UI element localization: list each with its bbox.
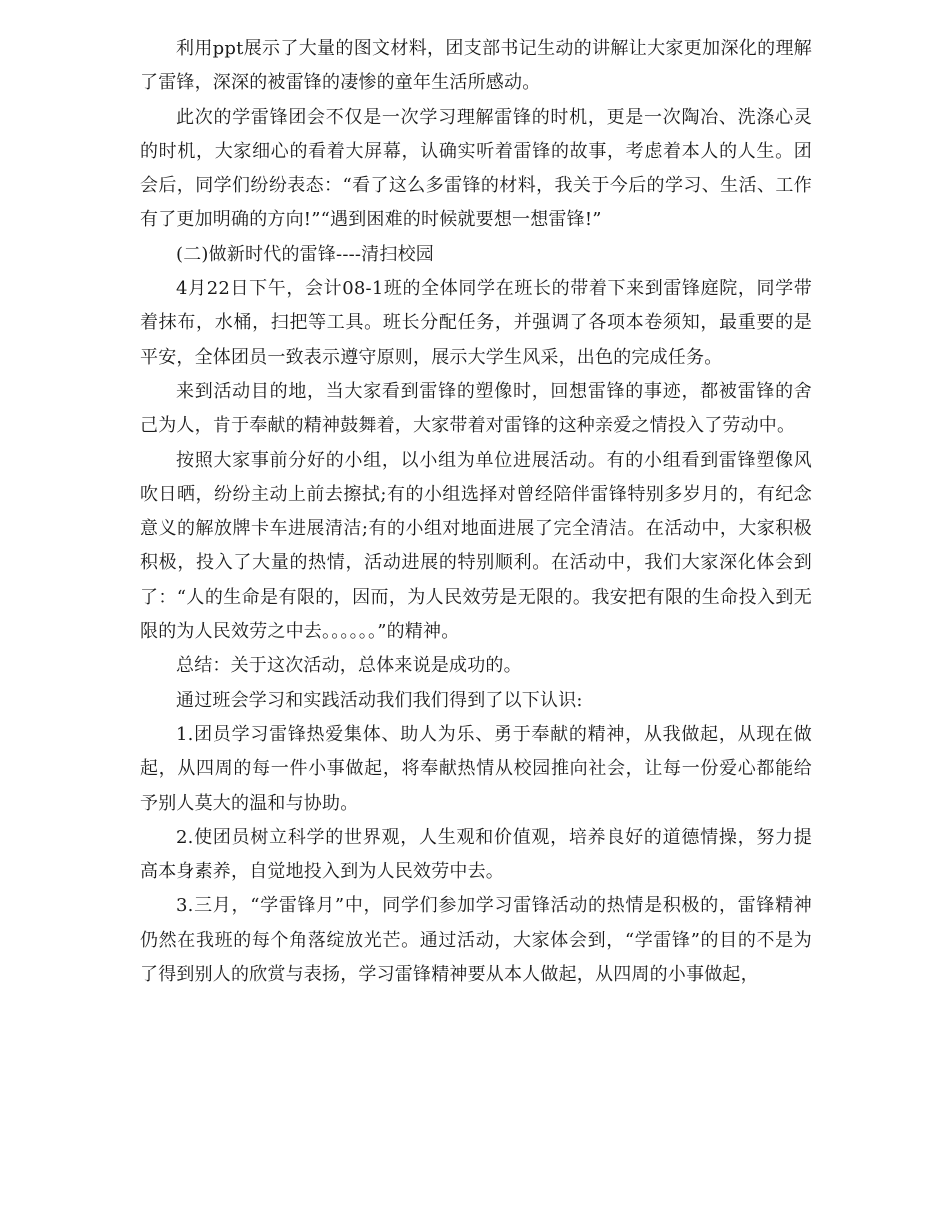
section-heading: (二)做新时代的雷锋----清扫校园 <box>176 243 434 265</box>
paragraph-5: 按照大家事前分好的小组，以小组为单位进展活动。有的小组看到雷锋塑像风吹日晒，纷纷主动上前去擦拭;有的小组选择对曾经陪伴雷锋特别多岁月的，有纪念意义的解放牌卡车进展清洁;有的小组对地面进展了完全清洁。在活动中，大家积极积极，投入了大量的热情，活动进展的特别顺利。在活动中，我们大家深化体会到了：“人的生命是有限的，因而，为人民效劳是无限的。我安把有限的生命投入到无限的为人民效劳之中去。。。。。。”的精神。 <box>140 449 812 643</box>
intro-line: 通过班会学习和实践活动我们我们得到了以下认识: <box>176 689 583 711</box>
document-body <box>140 32 812 992</box>
list-item-3: 3.三月，“学雷锋月”中，同学们参加学习雷锋活动的热情是积极的，雷锋精神仍然在我班的每个角落绽放光芒。通过活动，大家体会到，“学雷锋”的目的不是为了得到别人的欣赏与表扬，学习雷锋精神要从本人做起，从四周的小事做起， <box>140 895 812 986</box>
summary-line: 总结：关于这次活动，总体来说是成功的。 <box>176 655 522 677</box>
paragraph-4: 来到活动目的地，当大家看到雷锋的塑像时，回想雷锋的事迹，都被雷锋的舍己为人，肯于奉献的精神鼓舞着，大家带着对雷锋的这种亲爱之情投入了劳动中。 <box>140 380 812 437</box>
paragraph-2: 此次的学雷锋团会不仅是一次学习理解雷锋的时机，更是一次陶冶、洗涤心灵的时机，大家细心的看着大屏幕，认确实听着雷锋的故事，考虑着本人的人生。团会后，同学们纷纷表态：“看了这么多雷锋的材料，我关于今后的学习、生活、工作有了更加明确的方向!”“遇到困难的时候就要想一想雷锋!” <box>140 106 812 231</box>
paragraph-3: 4月22日下午，会计08-1班的全体同学在班长的带着下来到雷锋庭院，同学带着抹布，水桶，扫把等工具。班长分配任务，并强调了各项本卷须知，最重要的是平安，全体团员一致表示遵守原则，展示大学生风采，出色的完成任务。 <box>140 278 812 368</box>
paragraph-1: 利用ppt展示了大量的图文材料，团支部书记生动的讲解让大家更加深化的理解了雷锋，深深的被雷锋的凄惨的童年生活所感动。 <box>140 38 812 94</box>
list-item-1: 1.团员学习雷锋热爱集体、助人为乐、勇于奉献的精神，从我做起，从现在做起，从四周的每一件小事做起，将奉献热情从校园推向社会，让每一份爱心都能给予别人莫大的温和与协助。 <box>140 723 812 814</box>
list-item-2: 2.使团员树立科学的世界观，人生观和价值观，培养良好的道德情操，努力提高本身素养，自觉地投入到为人民效劳中去。 <box>140 826 812 883</box>
